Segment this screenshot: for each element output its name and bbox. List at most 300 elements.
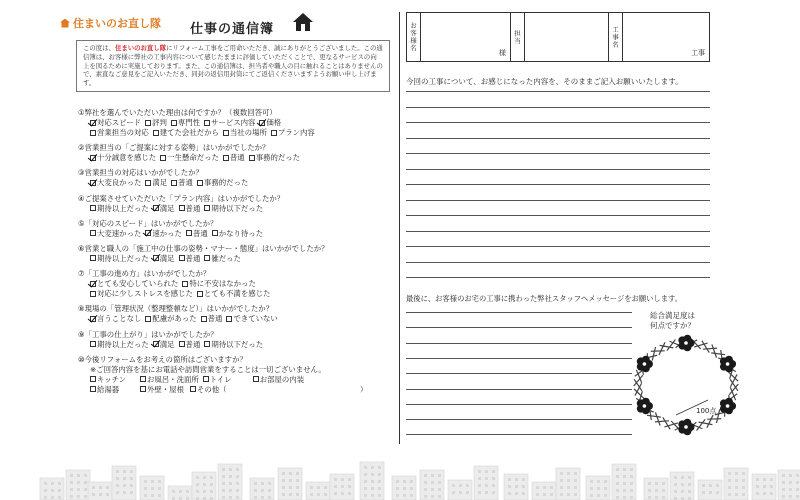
satisfaction-line-2: 何点ですか？ (650, 321, 695, 330)
building-window (763, 485, 766, 488)
question-title: ⑧現場の「管理状況（整理整頓など）」はいかがでしたか？ (78, 304, 274, 314)
building-window (254, 482, 257, 485)
checkbox[interactable] (197, 180, 203, 186)
building-window (144, 480, 147, 483)
writing-line[interactable] (406, 404, 632, 405)
option-label: 期待以上だった (97, 253, 149, 263)
building-window (151, 487, 154, 490)
building-window (630, 489, 633, 492)
answer-option[interactable] (160, 153, 219, 163)
building-window (317, 486, 320, 489)
building-window (378, 494, 381, 497)
building-window (702, 484, 705, 487)
question-9 (78, 330, 398, 350)
building-window (709, 484, 712, 487)
checkbox[interactable] (90, 205, 96, 211)
option-row (78, 385, 398, 395)
checkbox[interactable] (203, 376, 209, 382)
checkbox[interactable] (186, 230, 192, 236)
checkbox[interactable] (197, 291, 203, 297)
building-window (508, 485, 511, 488)
building-window (796, 495, 799, 498)
option-label: 営業担当の対応 (97, 128, 149, 137)
answer-option[interactable] (253, 375, 304, 385)
building (698, 480, 722, 500)
option-label: 満足 (159, 253, 175, 263)
building-window (341, 485, 344, 488)
building-window (648, 489, 651, 492)
checkbox[interactable] (90, 255, 96, 261)
building-window (789, 495, 792, 498)
checkbox[interactable] (182, 281, 188, 287)
wreath-leaf (716, 409, 719, 423)
checked-checkbox[interactable] (145, 230, 151, 236)
building-window (590, 487, 593, 490)
building-window (560, 479, 563, 482)
building-window (424, 481, 427, 484)
checkbox[interactable] (90, 376, 96, 382)
option-label: 満足 (152, 178, 168, 188)
question-title: ⑤「対応のスピード」はいかがでしたか？ (78, 218, 218, 228)
building-window (51, 496, 54, 499)
checkbox[interactable] (223, 155, 229, 161)
building-window (543, 486, 546, 489)
checkbox[interactable] (253, 376, 259, 382)
building-window (116, 477, 119, 480)
option-label: 言うことなし (97, 314, 142, 324)
option-label: キッチン (97, 374, 127, 384)
building-window (590, 480, 593, 483)
checkbox[interactable] (90, 341, 96, 347)
building-window (371, 466, 374, 469)
building-window (196, 476, 199, 479)
wreath-leaf (667, 340, 676, 351)
writing-line[interactable] (406, 389, 632, 390)
writing-line[interactable] (406, 343, 632, 344)
answer-option[interactable] (140, 375, 199, 385)
answer-option[interactable] (179, 340, 201, 350)
writing-line[interactable] (406, 215, 710, 216)
checkbox[interactable] (271, 130, 277, 136)
answer-option[interactable] (271, 128, 315, 138)
building-window (116, 491, 119, 494)
answer-option[interactable] (153, 254, 175, 264)
checkbox[interactable] (204, 255, 210, 261)
building-window (324, 486, 327, 489)
checkbox[interactable] (204, 341, 210, 347)
answer-option[interactable] (223, 128, 267, 138)
building-window (371, 480, 374, 483)
building-window (410, 480, 413, 483)
checked-checkbox[interactable] (259, 120, 265, 126)
checkbox[interactable] (171, 180, 177, 186)
building-window (92, 493, 95, 496)
checkbox[interactable] (204, 120, 210, 126)
building-window (478, 477, 481, 480)
writing-line[interactable] (406, 200, 710, 201)
writing-line[interactable] (406, 434, 632, 435)
building-window (254, 496, 257, 499)
building-window (130, 470, 133, 473)
option-label: 普通 (185, 253, 201, 263)
writing-line[interactable] (406, 246, 710, 247)
option-label: 速かった (152, 228, 182, 238)
building-window (574, 493, 577, 496)
building-window (616, 468, 619, 471)
checked-checkbox[interactable] (90, 155, 96, 161)
building-window (716, 484, 719, 487)
option-row (78, 375, 398, 385)
question-title: ⑩今後リフォームをお考えの箇所はございますか？ (78, 354, 247, 364)
answer-option[interactable] (190, 385, 236, 395)
checkbox[interactable] (145, 180, 151, 186)
option-label: 当社の場所 (229, 128, 267, 137)
building-window (84, 481, 87, 484)
answer-option[interactable] (179, 254, 201, 264)
building-window (536, 486, 539, 489)
answer-option[interactable] (90, 254, 149, 264)
checkbox[interactable] (153, 130, 159, 136)
building-window (378, 473, 381, 476)
building-window (597, 487, 600, 490)
building-window (371, 494, 374, 497)
writing-line[interactable] (406, 262, 710, 263)
building-window (466, 491, 469, 494)
answer-option[interactable] (179, 204, 201, 214)
building-window (674, 490, 677, 493)
building-window (742, 493, 745, 496)
work-name-cell[interactable] (609, 13, 709, 61)
building-window (648, 496, 651, 499)
checkbox[interactable] (90, 130, 96, 136)
checkbox[interactable] (140, 386, 146, 392)
answer-option[interactable] (90, 340, 149, 350)
satisfaction-line-1: 総合満足度は (650, 311, 695, 320)
building-window (210, 476, 213, 479)
building-window (179, 490, 182, 493)
answer-option[interactable] (90, 204, 149, 214)
checkbox[interactable] (90, 230, 96, 236)
option-label: 期待以下だった (211, 339, 264, 349)
building-window (310, 486, 313, 489)
building-window (371, 487, 374, 490)
answer-option[interactable] (203, 375, 249, 385)
building-window (508, 478, 511, 481)
writing-line[interactable] (406, 169, 710, 170)
building-window (378, 466, 381, 469)
building-window (196, 483, 199, 486)
wreath-leaf (697, 419, 706, 430)
building-window (742, 486, 745, 489)
answer-option[interactable] (204, 340, 263, 350)
answer-option[interactable] (171, 118, 200, 128)
option-row (78, 314, 398, 324)
answer-option[interactable] (171, 178, 193, 188)
answer-option[interactable] (259, 118, 281, 128)
answer-option[interactable] (145, 178, 167, 188)
building-window (630, 475, 633, 478)
answer-option[interactable] (197, 178, 248, 188)
wreath-leaf (702, 341, 709, 353)
building-window (655, 489, 658, 492)
answer-option[interactable] (90, 279, 178, 289)
building-window (172, 490, 175, 493)
checkbox[interactable] (201, 316, 207, 322)
building-window (688, 476, 691, 479)
checked-checkbox[interactable] (90, 120, 96, 126)
building-window (485, 470, 488, 473)
checked-checkbox[interactable] (90, 180, 96, 186)
checked-checkbox[interactable] (153, 255, 159, 261)
checked-checkbox[interactable] (153, 205, 159, 211)
building-window (492, 491, 495, 494)
writing-line[interactable] (406, 312, 632, 313)
question-4 (78, 194, 398, 214)
building-window (123, 491, 126, 494)
answer-option[interactable] (153, 128, 219, 138)
building-window (763, 492, 766, 495)
answer-option[interactable] (186, 229, 208, 239)
building-window (289, 472, 292, 475)
building-window (123, 477, 126, 480)
option-row (78, 128, 398, 138)
answer-option[interactable] (223, 153, 245, 163)
building-window (130, 491, 133, 494)
writing-line[interactable] (406, 277, 710, 278)
building-window (674, 483, 677, 486)
checkbox[interactable] (249, 155, 255, 161)
writing-line[interactable] (406, 107, 710, 108)
option-label: とても不満を感じた (203, 289, 271, 299)
option-row (78, 204, 398, 214)
option-label: その他（ (197, 384, 227, 394)
checkbox[interactable] (160, 155, 166, 161)
option-label: 対応スピード (97, 118, 142, 127)
building-window (616, 475, 619, 478)
writing-line[interactable] (406, 122, 710, 123)
question-note: ※ご回答内容を基にお電話や訪問営業をすることは一切ございません。 (90, 364, 326, 374)
building-window (623, 489, 626, 492)
answer-option[interactable] (90, 178, 141, 188)
option-label: 対応に少しストレスを感じた (97, 289, 193, 299)
building-window (485, 477, 488, 480)
building-window (158, 480, 161, 483)
writing-line[interactable] (406, 231, 710, 232)
building-window (58, 496, 61, 499)
question-title: ⑨「工事の仕上がり」はいかがでしたか？ (78, 329, 218, 339)
answer-option[interactable] (90, 153, 156, 163)
option-label: プラン内容 (277, 128, 315, 137)
intro-text-2: にリフォーム工事をご用命いただき、誠にありがとうございました。この通信簿は、お客様に弊社の工事内容について感じたままに評価していただくことで、更なるサービスの向上を図るために実施しております。また、この通信簿は、担当者や職人の目に触れることはありませんので、素直なご意見をご記入いただき、同封の返信用封筒にてご返信くださいますようお願い申し上げます。 (83, 44, 383, 88)
building-window (789, 474, 792, 477)
checkbox[interactable] (90, 386, 96, 392)
wreath-leaf (663, 417, 670, 429)
building-window (574, 486, 577, 489)
building-window (616, 496, 619, 499)
building-window (77, 495, 80, 498)
building-window (485, 491, 488, 494)
answer-option[interactable] (226, 314, 277, 324)
answer-option[interactable] (145, 314, 196, 324)
customer-info-table (406, 12, 710, 62)
building-window (151, 480, 154, 483)
building-window (623, 468, 626, 471)
answer-option[interactable] (90, 229, 141, 239)
building-window (106, 493, 109, 496)
writing-line[interactable] (406, 419, 632, 420)
building-window (317, 493, 320, 496)
question-title: ⑦「工事の進め方」はいかがでしたか？ (78, 269, 211, 279)
brand-name: 住まいのお直し隊 (73, 17, 161, 30)
building-window (681, 483, 684, 486)
checkbox[interactable] (145, 316, 151, 322)
writing-line[interactable] (406, 138, 710, 139)
writing-line[interactable] (406, 358, 632, 359)
customer-name-cell[interactable] (407, 13, 511, 61)
writing-line[interactable] (406, 327, 632, 328)
answer-option[interactable] (90, 385, 136, 395)
building-window (261, 482, 264, 485)
questionnaire (78, 108, 398, 400)
answer-option[interactable] (204, 204, 263, 214)
answer-option[interactable] (201, 314, 223, 324)
building-window (296, 472, 299, 475)
answer-option[interactable] (204, 254, 241, 264)
building-window (158, 487, 161, 490)
building-window (431, 495, 434, 498)
brand-house-icon (60, 19, 70, 28)
checkbox[interactable] (179, 205, 185, 211)
checkbox[interactable] (145, 120, 151, 126)
wreath-leaf (707, 415, 713, 428)
building-window (364, 494, 367, 497)
building-window (492, 484, 495, 487)
wreath-flower (678, 335, 694, 352)
writing-line[interactable] (406, 184, 710, 185)
page-title: 仕事の通信簿 (190, 22, 275, 37)
building-window (58, 482, 61, 485)
checked-checkbox[interactable] (90, 316, 96, 322)
question-title: ③営業担当の対応はいかがでしたか？ (78, 168, 203, 178)
building-window (222, 475, 225, 478)
building-window (58, 489, 61, 492)
option-label: 大変良かった (97, 178, 142, 188)
building-window (735, 486, 738, 489)
building-window (424, 495, 427, 498)
answer-option[interactable] (182, 279, 256, 289)
checkbox[interactable] (226, 316, 232, 322)
question-8 (78, 304, 398, 324)
writing-line[interactable] (406, 373, 632, 374)
building-window (261, 496, 264, 499)
option-label: 普通 (185, 339, 201, 349)
building-window (597, 494, 600, 497)
building-window (116, 484, 119, 487)
building-window (681, 476, 684, 479)
answer-option[interactable] (140, 385, 186, 395)
answer-option[interactable] (197, 289, 271, 299)
question-title: ①弊社を選んでいただいた理由は何ですか？（複数回答可） (78, 108, 277, 117)
building-window (728, 493, 731, 496)
building-window (674, 476, 677, 479)
building-window (296, 479, 299, 482)
building-window (410, 494, 413, 497)
checkbox[interactable] (179, 341, 185, 347)
building-window (222, 496, 225, 499)
answer-option[interactable] (249, 153, 300, 163)
writing-line[interactable] (406, 153, 710, 154)
option-label: 建てた会社だから (159, 128, 219, 137)
comment-prompt: 今回の工事について、お感じになった内容を、そのままご記入お願いいたします。 (406, 77, 683, 86)
answer-option[interactable] (90, 289, 193, 299)
wreath-icon (626, 330, 746, 440)
checkbox[interactable] (171, 120, 177, 126)
building-window (789, 481, 792, 484)
building-window (550, 486, 553, 489)
checkbox[interactable] (179, 255, 185, 261)
building-window (396, 494, 399, 497)
building-window (334, 478, 337, 481)
checked-checkbox[interactable] (90, 281, 96, 287)
building-window (770, 485, 773, 488)
answer-option[interactable] (153, 204, 175, 214)
building-window (341, 478, 344, 481)
building-window (796, 474, 799, 477)
building-window (623, 475, 626, 478)
checkbox[interactable] (212, 230, 218, 236)
building-window (44, 496, 47, 499)
building-window (459, 491, 462, 494)
checkbox[interactable] (223, 130, 229, 136)
building-window (236, 482, 239, 485)
building-window (597, 480, 600, 483)
building-window (70, 474, 73, 477)
building-window (478, 470, 481, 473)
building-window (508, 492, 511, 495)
building-window (763, 478, 766, 481)
option-label: 満足 (159, 203, 175, 213)
answer-option[interactable] (90, 118, 141, 128)
staff-cell[interactable] (511, 13, 609, 61)
building-window (236, 496, 239, 499)
building-window (431, 474, 434, 477)
writing-line[interactable] (406, 91, 710, 92)
building-window (681, 490, 684, 493)
building-window (203, 490, 206, 493)
answer-option[interactable] (90, 375, 136, 385)
checkbox[interactable] (140, 376, 146, 382)
building-window (151, 494, 154, 497)
answer-option[interactable] (90, 314, 141, 324)
checkbox[interactable] (90, 291, 96, 297)
answer-option[interactable] (212, 229, 263, 239)
option-label: 事務的だった (255, 153, 301, 163)
answer-option[interactable] (204, 118, 255, 128)
building-window (655, 496, 658, 499)
answer-option[interactable] (145, 229, 182, 239)
building-window (196, 490, 199, 493)
building-window (567, 486, 570, 489)
checked-checkbox[interactable] (153, 341, 159, 347)
checkbox[interactable] (204, 205, 210, 211)
answer-option[interactable] (90, 128, 149, 138)
checkbox[interactable] (190, 386, 196, 392)
option-label: 専門性 (177, 118, 201, 127)
answer-option[interactable] (153, 340, 175, 350)
answer-option[interactable] (145, 118, 167, 128)
option-row (78, 229, 398, 239)
building-window (229, 475, 232, 478)
